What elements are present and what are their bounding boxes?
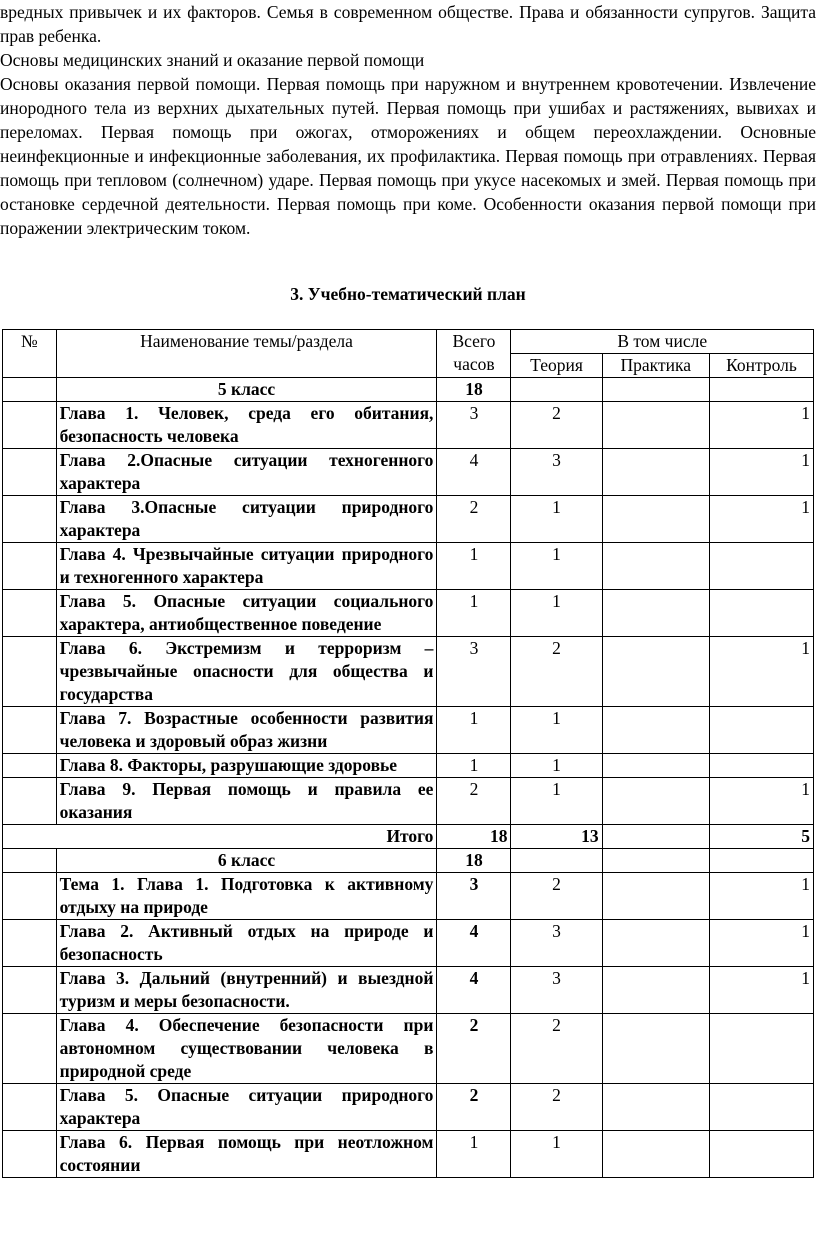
theory-hours: 1 (511, 754, 602, 778)
chapter-name: Глава 2. Активный отдых на природе и безопасность (56, 920, 437, 967)
chapter-name: Глава 5. Опасные ситуации социального характера, антиобщественное поведение (56, 590, 437, 637)
theory-cell (511, 378, 602, 402)
control-hours (709, 543, 813, 590)
chapter-name: Глава 4. Обеспечение безопасности при автономном существовании человека в природной среде (56, 1014, 437, 1084)
theory-hours: 3 (511, 967, 602, 1014)
summary-label: Итого (3, 825, 437, 849)
section-title: 3. Учебно-тематический план (290, 284, 526, 304)
control-hours: 1 (709, 402, 813, 449)
control-hours (709, 590, 813, 637)
table-row (3, 449, 814, 496)
grade-label: 5 класс (56, 378, 437, 402)
num-cell (3, 920, 57, 967)
chapter-name: Глава 6. Экстремизм и терроризм – чрезвычайные опасности для общества и государства (56, 637, 437, 707)
practice-hours (602, 1014, 709, 1084)
curriculum-table (2, 329, 814, 1178)
grade-label: 6 класс (56, 849, 437, 873)
chapter-name: Глава 6. Первая помощь при неотложном состоянии (56, 1131, 437, 1178)
chapter-name: Глава 1. Человек, среда его обитания, безопасность человека (56, 402, 437, 449)
total-hours: 2 (437, 496, 511, 543)
theory-hours: 2 (511, 637, 602, 707)
theory-hours: 1 (511, 1131, 602, 1178)
chapter-name: Глава 9. Первая помощь и правила ее оказания (56, 778, 437, 825)
total-hours: 4 (437, 967, 511, 1014)
practice-hours (602, 707, 709, 754)
header-row (3, 330, 814, 354)
header-practice: Практика (602, 354, 709, 378)
table-row (3, 967, 814, 1014)
grade-row (3, 378, 814, 402)
practice-hours (602, 1131, 709, 1178)
total-hours: 4 (437, 920, 511, 967)
table-row (3, 1131, 814, 1178)
grade-row (3, 849, 814, 873)
total-hours: 3 (437, 637, 511, 707)
num-cell (3, 402, 57, 449)
num-cell (3, 1084, 57, 1131)
table-row (3, 707, 814, 754)
control-hours: 1 (709, 920, 813, 967)
chapter-name: Глава 5. Опасные ситуации природного характера (56, 1084, 437, 1131)
control-hours: 1 (709, 967, 813, 1014)
chapter-name: Глава 2.Опасные ситуации техногенного характера (56, 449, 437, 496)
practice-hours (602, 590, 709, 637)
table-row (3, 778, 814, 825)
total-hours: 4 (437, 449, 511, 496)
chapter-name: Глава 4. Чрезвычайные ситуации природного и техногенного характера (56, 543, 437, 590)
summary-row (3, 825, 814, 849)
total-hours: 1 (437, 543, 511, 590)
theory-hours: 3 (511, 449, 602, 496)
total-hours: 1 (437, 590, 511, 637)
header-including: В том числе (511, 330, 814, 354)
theory-hours: 1 (511, 707, 602, 754)
header-name: Наименование темы/раздела (56, 330, 437, 378)
chapter-name: Тема 1. Глава 1. Подготовка к активному отдыху на природе (56, 873, 437, 920)
total-hours: 3 (437, 873, 511, 920)
intro-paragraph-1: вредных привычек и их факторов. Семья в современном обществе. Права и обязанности супругов. Защита прав ребенка. (0, 2, 816, 46)
control-hours (709, 1131, 813, 1178)
chapter-name: Глава 3.Опасные ситуации природного характера (56, 496, 437, 543)
practice-hours (602, 496, 709, 543)
summary-theory: 13 (511, 825, 602, 849)
theory-hours: 3 (511, 920, 602, 967)
chapter-name: Глава 8. Факторы, разрушающие здоровье (56, 754, 437, 778)
chapter-name: Глава 7. Возрастные особенности развития человека и здоровый образ жизни (56, 707, 437, 754)
total-hours: 2 (437, 1014, 511, 1084)
control-cell (709, 378, 813, 402)
control-hours (709, 1084, 813, 1131)
header-control: Контроль (709, 354, 813, 378)
theory-hours: 1 (511, 496, 602, 543)
table-row (3, 1014, 814, 1084)
table-row (3, 754, 814, 778)
table-row (3, 402, 814, 449)
grade-total: 18 (437, 849, 511, 873)
num-cell (3, 496, 57, 543)
practice-cell (602, 378, 709, 402)
practice-hours (602, 778, 709, 825)
theory-hours: 1 (511, 590, 602, 637)
summary-control: 5 (709, 825, 813, 849)
total-hours: 1 (437, 1131, 511, 1178)
num-cell (3, 849, 57, 873)
total-hours: 2 (437, 778, 511, 825)
num-cell (3, 754, 57, 778)
practice-hours (602, 449, 709, 496)
control-hours: 1 (709, 449, 813, 496)
summary-total: 18 (437, 825, 511, 849)
control-hours: 1 (709, 637, 813, 707)
num-cell (3, 1014, 57, 1084)
theory-hours: 1 (511, 543, 602, 590)
control-hours: 1 (709, 778, 813, 825)
num-cell (3, 590, 57, 637)
table-row (3, 590, 814, 637)
practice-hours (602, 873, 709, 920)
table-row (3, 873, 814, 920)
total-hours: 3 (437, 402, 511, 449)
total-hours: 2 (437, 1084, 511, 1131)
control-cell (709, 849, 813, 873)
practice-hours (602, 402, 709, 449)
theory-hours: 2 (511, 402, 602, 449)
theory-cell (511, 849, 602, 873)
theory-hours: 2 (511, 873, 602, 920)
num-cell (3, 873, 57, 920)
control-hours (709, 1014, 813, 1084)
grade-total: 18 (437, 378, 511, 402)
header-theory: Теория (511, 354, 602, 378)
chapter-name: Глава 3. Дальний (внутренний) и выездной туризм и меры безопасности. (56, 967, 437, 1014)
summary-practice (602, 825, 709, 849)
practice-cell (602, 849, 709, 873)
control-hours (709, 754, 813, 778)
practice-hours (602, 637, 709, 707)
total-hours: 1 (437, 754, 511, 778)
header-total: Всего часов (437, 330, 511, 378)
table-row (3, 543, 814, 590)
control-hours: 1 (709, 873, 813, 920)
control-hours (709, 707, 813, 754)
table-row (3, 496, 814, 543)
num-cell (3, 543, 57, 590)
practice-hours (602, 920, 709, 967)
num-cell (3, 967, 57, 1014)
num-cell (3, 1131, 57, 1178)
practice-hours (602, 1084, 709, 1131)
theory-hours: 1 (511, 778, 602, 825)
intro-paragraph-2: Основы медицинских знаний и оказание первой помощи (0, 50, 425, 70)
num-cell (3, 778, 57, 825)
num-cell (3, 449, 57, 496)
practice-hours (602, 967, 709, 1014)
table-row (3, 637, 814, 707)
num-cell (3, 637, 57, 707)
intro-paragraph-3: Основы оказания первой помощи. Первая помощь при наружном и внутреннем кровотечении. Извлечение инородного тела из верхних дыхательных путей. Первая помощь при ушибах и растяжениях, вывихах и переломах. Первая помощь при ожогах, отморожениях и общем переохлаждении. Основные неинфекционные и инфекционные заболевания, их профилактика. Первая помощь при отравлениях. Первая помощь при тепловом (солнечном) ударе. Первая помощь при укусе насекомых и змей. Первая помощь при остановке сердечной деятельности. Первая помощь при коме. Особенности оказания первой помощи при поражении электрическим током. (0, 74, 816, 238)
theory-hours: 2 (511, 1014, 602, 1084)
practice-hours (602, 543, 709, 590)
table-row (3, 1084, 814, 1131)
practice-hours (602, 754, 709, 778)
header-num: № (3, 330, 57, 378)
total-hours: 1 (437, 707, 511, 754)
control-hours: 1 (709, 496, 813, 543)
theory-hours: 2 (511, 1084, 602, 1131)
num-cell (3, 378, 57, 402)
num-cell (3, 707, 57, 754)
table-row (3, 920, 814, 967)
